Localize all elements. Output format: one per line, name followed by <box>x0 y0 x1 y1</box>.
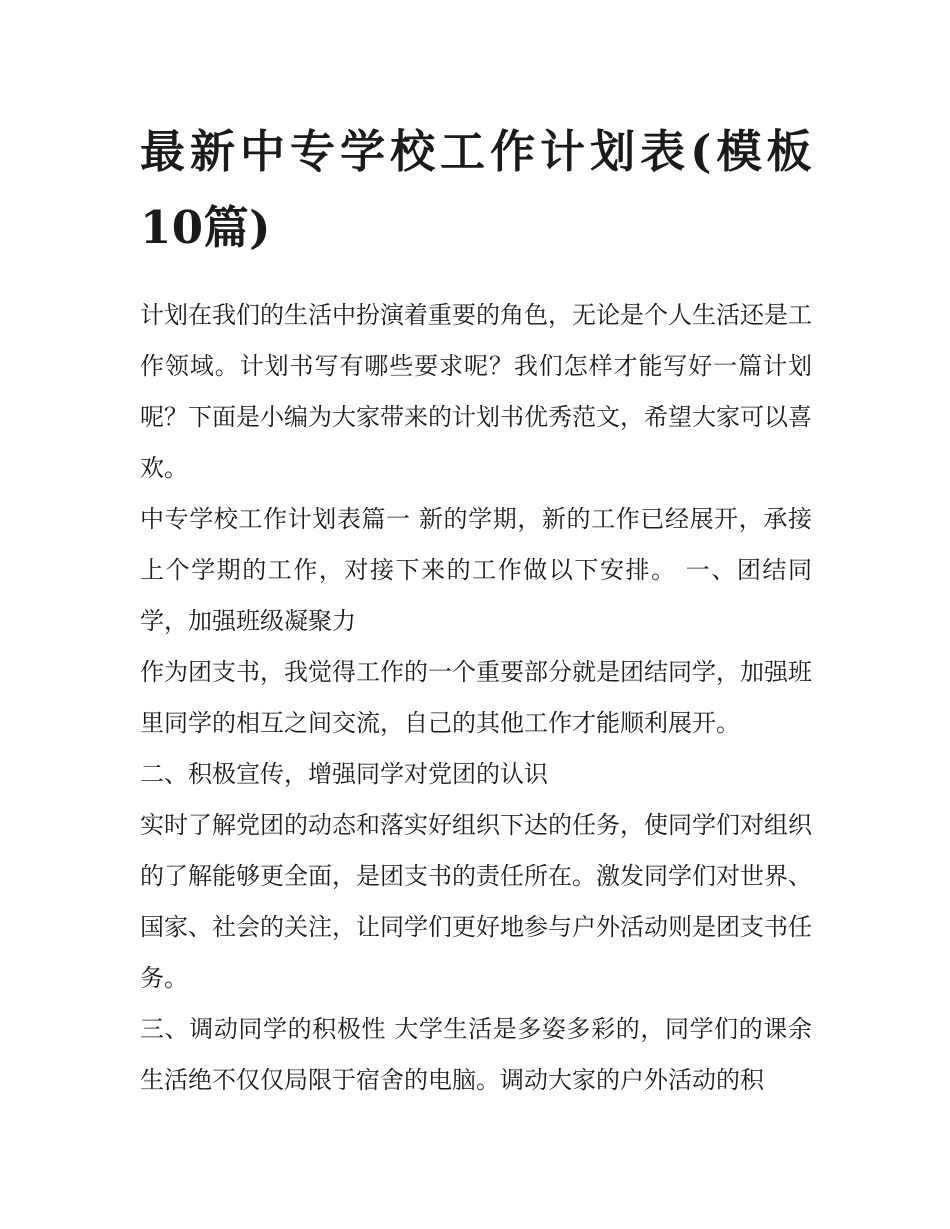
paragraph-unity: 作为团支书，我觉得工作的一个重要部分就是团结同学，加强班里同学的相互之间交流，自己的其他工作才能顺利展开。 <box>140 658 812 737</box>
document-body <box>140 290 812 1106</box>
paragraph-intro: 计划在我们的生活中扮演着重要的角色，无论是个人生活还是工作领域。计划书写有哪些要求呢？我们怎样才能写好一篇计划呢？下面是小编为大家带来的计划书优秀范文，希望大家可以喜欢。 <box>140 301 812 482</box>
paragraph-publicity: 实时了解党团的动态和落实好组织下达的任务，使同学们对组织的了解能够更全面，是团支书的责任所在。激发同学们对世界、国家、社会的关注，让同学们更好地参与户外活动则是团支书任务。 <box>140 811 812 992</box>
document-title: 最新中专学校工作计划表(模板10篇) <box>140 125 812 254</box>
paragraph-motivation: 三、调动同学的积极性 大学生活是多姿多彩的，同学们的课余生活绝不仅仅局限于宿舍的电脑。调动大家的户外活动的积 <box>140 1015 812 1094</box>
section-heading-publicity: 二、积极宣传，增强同学对党团的认识 <box>140 760 548 788</box>
paragraph-article-one-opening: 中专学校工作计划表篇一 新的学期，新的工作已经展开，承接上个学期的工作，对接下来的工作做以下安排。 一、团结同学，加强班级凝聚力 <box>140 505 812 635</box>
document-page <box>140 114 812 1106</box>
